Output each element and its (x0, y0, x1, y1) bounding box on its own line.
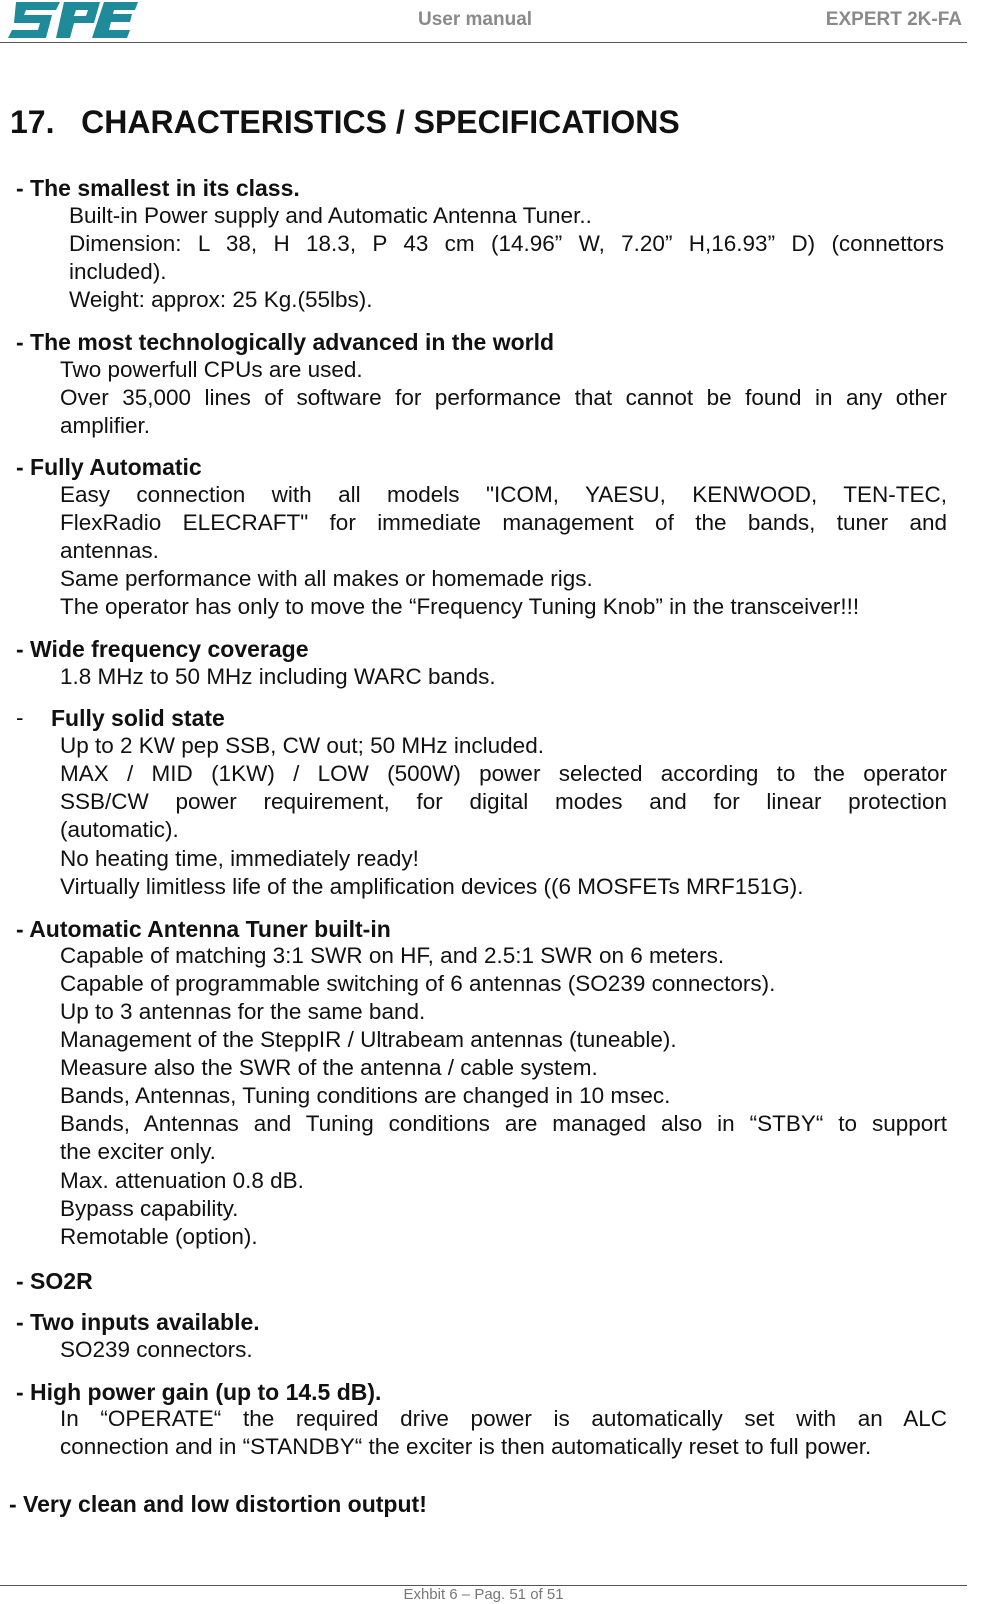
spec-line: SO239 connectors. (60, 1337, 253, 1362)
spec-line: connection and in “STANDBY“ the exciter is then automatically reset to full power. (60, 1434, 872, 1459)
page-title: 17. CHARACTERISTICS / SPECIFICATIONS (10, 104, 680, 140)
spec-line: Same performance with all makes or homemade rigs. (60, 566, 593, 591)
spec-line: the exciter only. (60, 1139, 216, 1164)
spec-line: MAX / MID (1KW) / LOW (500W) power selected according to the operator (60, 761, 947, 786)
spec-line: Max. attenuation 0.8 dB. (60, 1168, 304, 1193)
spec-line: Built-in Power supply and Automatic Antenna Tuner.. (69, 203, 592, 228)
spec-line: amplifier. (60, 413, 151, 438)
spec-line: Over 35,000 lines of software for performance that cannot be found in any other (60, 385, 947, 410)
spec-line: In “OPERATE“ the required drive power is automatically set with an ALC (60, 1406, 947, 1431)
header-model: EXPERT 2K-FA (825, 9, 962, 30)
section-heading-smallest: - The smallest in its class. (16, 175, 300, 201)
spec-line: antennas. (60, 538, 159, 563)
page-footer: Exhbit 6 – Pag. 51 of 51 (403, 1586, 564, 1603)
section-heading-advanced: - The most technologically advanced in the world (16, 329, 555, 355)
spec-line: Management of the SteppIR / Ultrabeam antennas (tuneable). (60, 1027, 677, 1052)
section-heading-solid-state: Fully solid state (51, 705, 225, 731)
spec-line: No heating time, immediately ready! (60, 846, 419, 871)
spec-line: Capable of matching 3:1 SWR on HF, and 2.5:1 SWR on 6 meters. (60, 943, 725, 968)
spec-line: Up to 3 antennas for the same band. (60, 999, 426, 1024)
header-divider (0, 42, 967, 43)
section-heading-so2r: - SO2R (16, 1268, 93, 1294)
spec-line: Bands, Antennas and Tuning conditions are managed also in “STBY“ to support (60, 1111, 947, 1136)
spec-line: Weight: approx: 25 Kg.(55lbs). (69, 287, 373, 312)
section-heading-gain: - High power gain (up to 14.5 dB). (16, 1379, 382, 1405)
spec-line: included). (69, 259, 167, 284)
spec-line: Virtually limitless life of the amplification devices ((6 MOSFETs MRF151G). (60, 874, 804, 899)
header-doc-type: User manual (418, 9, 533, 30)
spec-line: Easy connection with all models "ICOM, YAESU, KENWOOD, TEN-TEC, (60, 482, 947, 507)
spec-line: SSB/CW power requirement, for digital modes and for linear protection (60, 789, 947, 814)
spec-line: Remotable (option). (60, 1224, 258, 1249)
spec-line: Capable of programmable switching of 6 antennas (SO239 connectors). (60, 971, 776, 996)
section-dash: - (16, 705, 24, 730)
spec-line: Dimension: L 38, H 18.3, P 43 cm (14.96” W, 7.20” H,16.93” D) (connettors (69, 231, 944, 256)
section-heading-frequency: - Wide frequency coverage (16, 636, 309, 662)
spec-line: Measure also the SWR of the antenna / cable system. (60, 1055, 598, 1080)
section-heading-automatic: - Fully Automatic (16, 454, 202, 480)
section-heading-clean-output: - Very clean and low distortion output! (9, 1491, 427, 1517)
spec-line: Up to 2 KW pep SSB, CW out; 50 MHz included. (60, 733, 544, 758)
spec-line: (automatic). (60, 817, 179, 842)
spe-logo (8, 0, 138, 40)
spec-line: FlexRadio ELECRAFT" for immediate management of the bands, tuner and (60, 510, 947, 535)
section-heading-tuner: - Automatic Antenna Tuner built-in (16, 916, 391, 942)
spec-line: The operator has only to move the “Frequency Tuning Knob” in the transceiver!!! (60, 594, 860, 619)
spec-line: 1.8 MHz to 50 MHz including WARC bands. (60, 664, 496, 689)
spec-line: Bypass capability. (60, 1196, 239, 1221)
spec-line: Bands, Antennas, Tuning conditions are changed in 10 msec. (60, 1083, 671, 1108)
spec-line: Two powerfull CPUs are used. (60, 357, 363, 382)
section-heading-inputs: - Two inputs available. (16, 1309, 260, 1335)
